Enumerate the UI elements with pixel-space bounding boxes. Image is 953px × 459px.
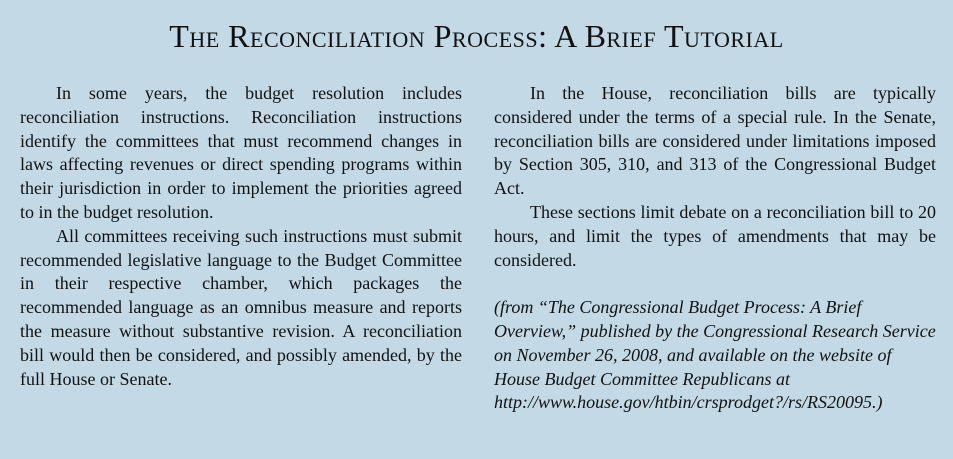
- left-paragraph-2: All committees receiving such instructions must submit recommended legislative language to the Budget Committee in their respective chamber, which packages the recommended language as an omnibus measure and reports the measure without substantive revision. A reconciliation bill would then be considered, and possibly amended, by the full House or Senate.: [20, 225, 462, 389]
- page-title: The Reconciliation Process: A Brief Tutorial: [169, 18, 784, 54]
- left-paragraph-1: In some years, the budget resolution includes reconciliation instructions. Reconciliation instructions identify the committees that must recommend changes in laws affecting revenues or direct spending programs within their jurisdiction in order to implement the priorities agreed to in the budget resolution.: [20, 83, 462, 222]
- right-paragraph-2: These sections limit debate on a reconciliation bill to 20 hours, and limit the types of amendments that may be considered.: [494, 201, 936, 270]
- right-paragraph-1: In the House, reconciliation bills are typically considered under the terms of a special rule. In the Senate, reconciliation bills are considered under limitations imposed by Section 305, 310, and 313 of the Congressional Budget Act.: [494, 83, 936, 199]
- source-citation: (from “The Congressional Budget Process: A Brief Overview,” published by the Congressional Research Service on November 26, 2008, and available on the website of House Budget Committee Republicans at http://www.house.gov/htbin/crsprodget?/rs/RS20095.): [494, 297, 936, 413]
- right-column: [494, 82, 936, 415]
- left-column: [20, 82, 462, 391]
